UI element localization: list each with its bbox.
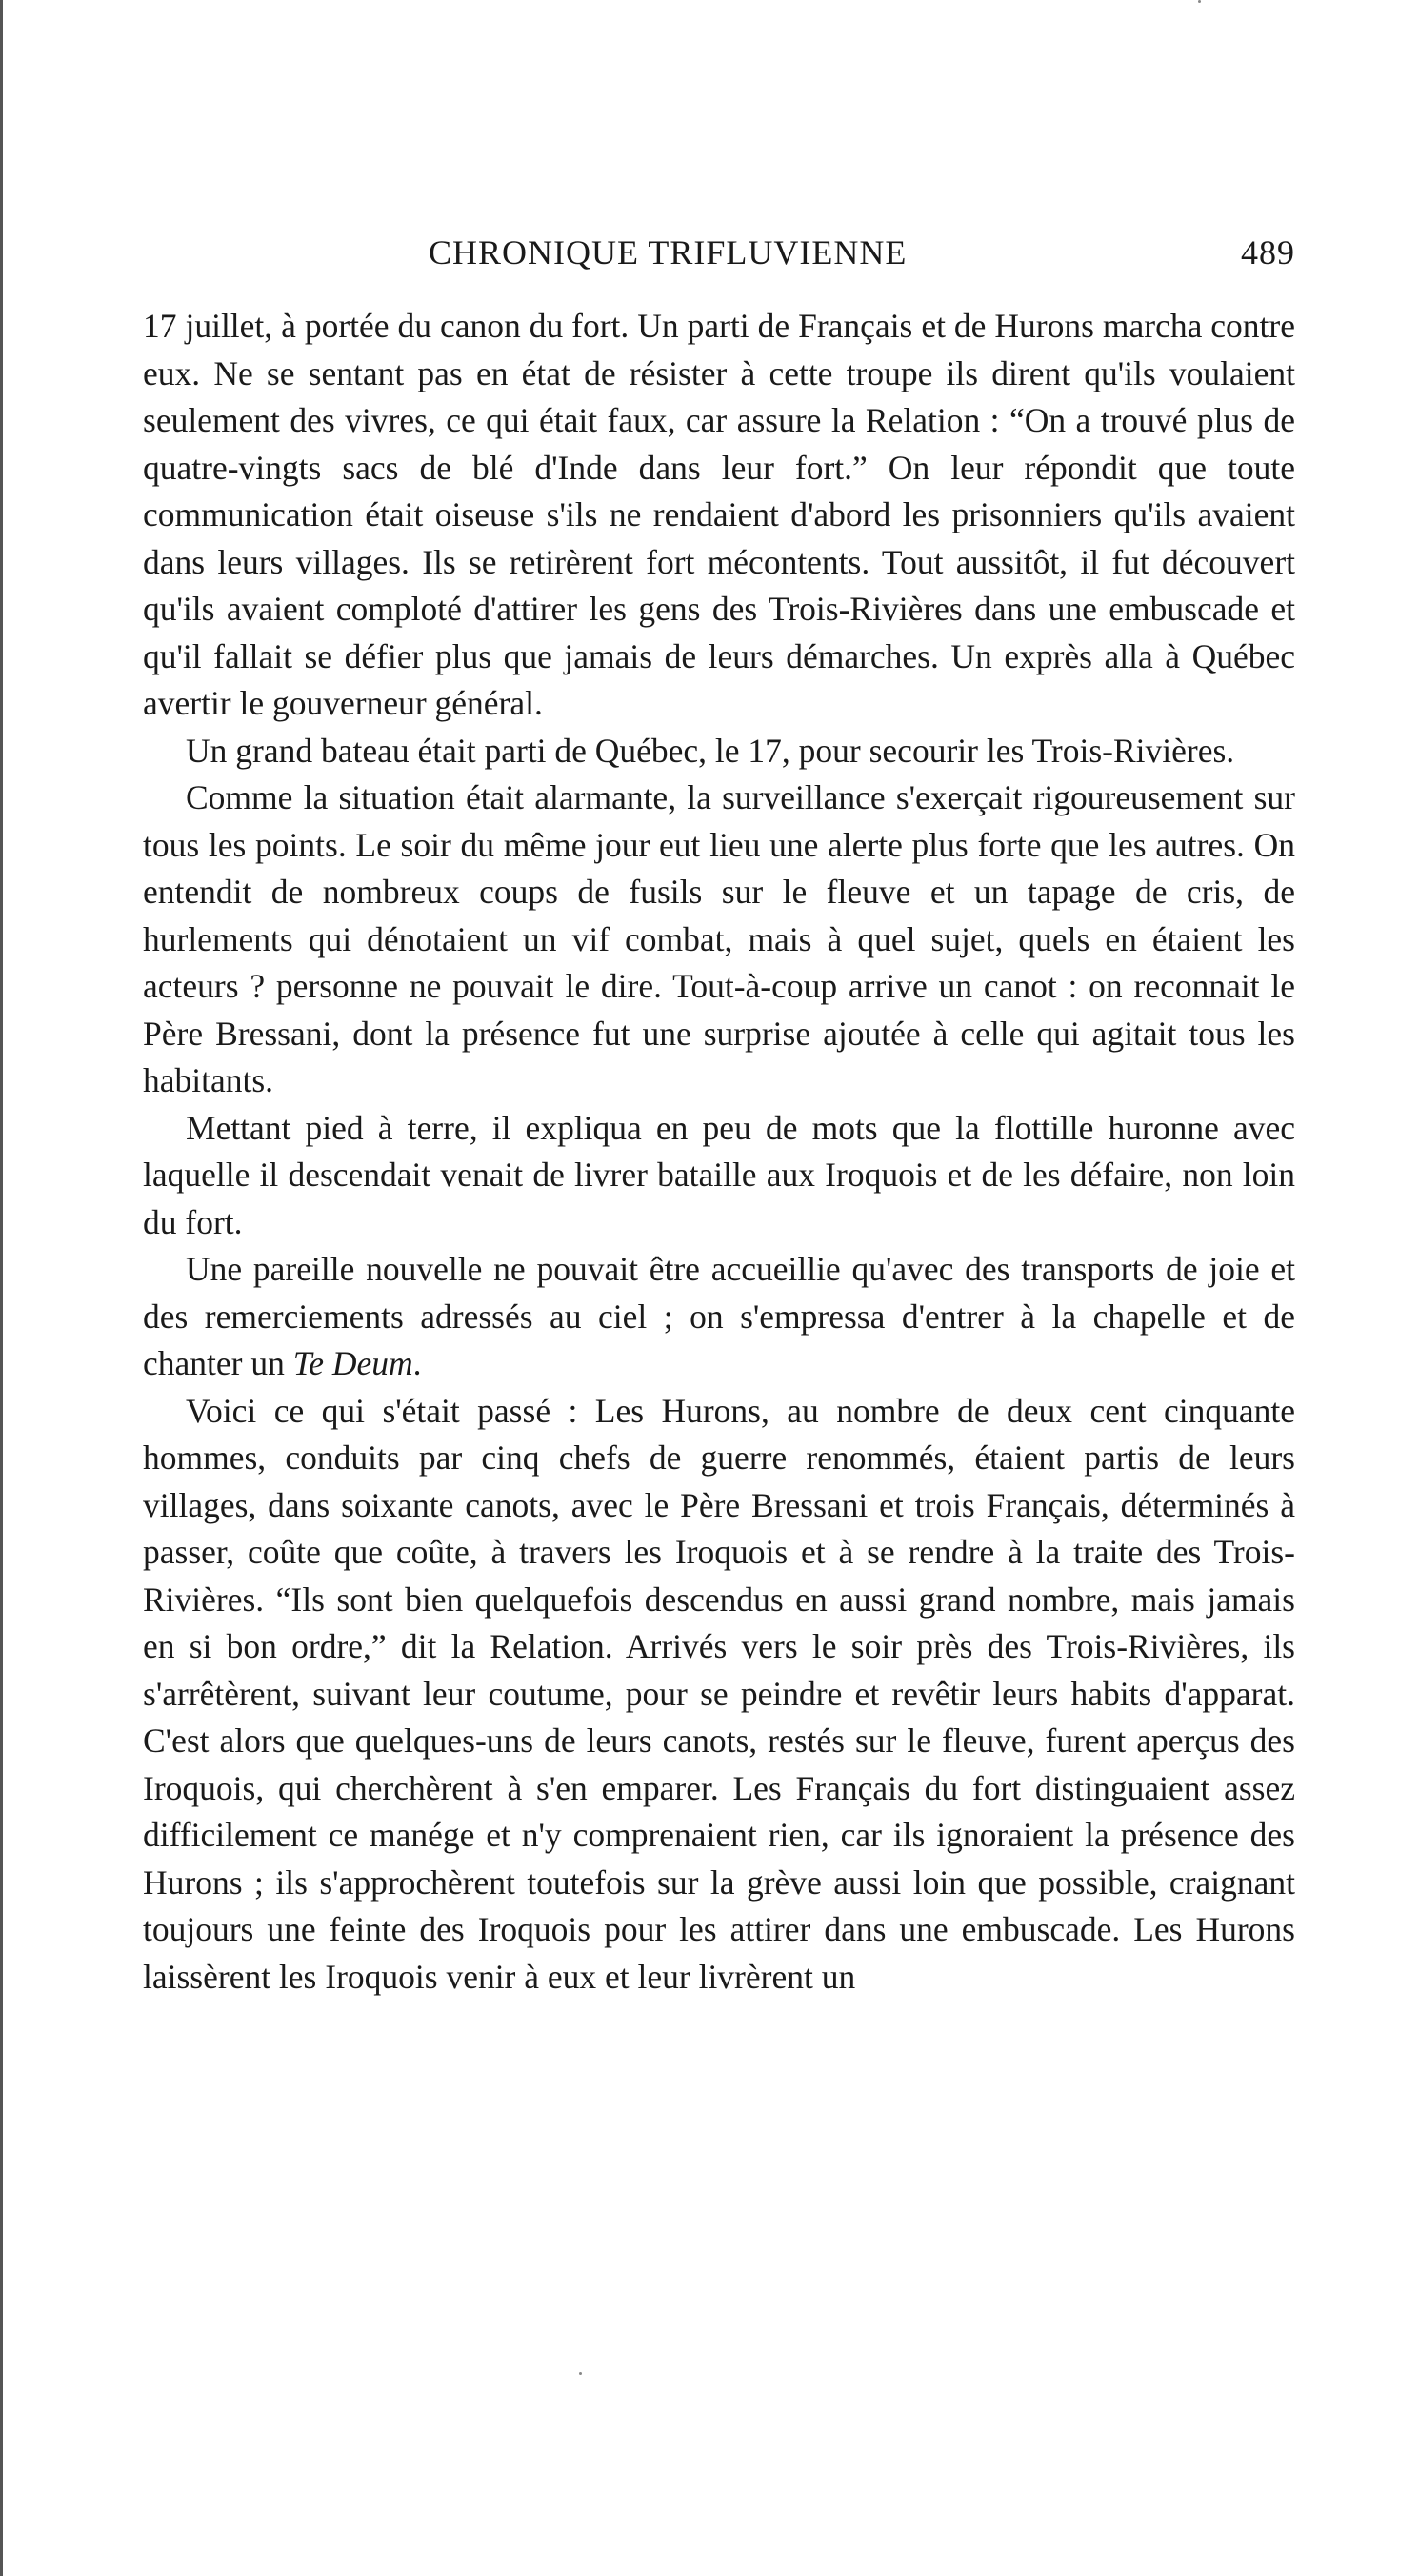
paragraph-3: Comme la situation était alarmante, la surveillance s'exerçait rigoureusement sur tous les points. Le soir du même jour eut lieu une alerte plus forte que les autres. On entendit de nombreux coups de fusils sur le fleuve et un tapage de cris, de hurlements qui dénotaient un vif combat, mais à quel sujet, quels en étaient les acteurs ? personne ne pouvait le dire. Tout-à-coup arrive un canot : on reconnait le Père Bressani, dont la présence fut une surprise ajoutée à celle qui agitait tous les habitants. — [143, 778, 1295, 1099]
paper-speck — [1198, 0, 1201, 3]
body-text — [143, 303, 1295, 2001]
paragraph-1: 17 juillet, à portée du canon du fort. Un parti de Français et de Hurons marcha contre eux. Ne se sentant pas en état de résister à cette troupe ils dirent qu'ils voulaient seulement des vivres, ce qui était faux, car assure la Relation : “On a trouvé plus de quatre-vingts sacs de blé d'Inde dans leur fort.” On leur répondit que toute communication était oiseuse s'ils ne rendaient d'abord les prisonniers qu'ils avaient dans leurs villages. Ils se retirèrent fort mécontents. Tout aussitôt, il fut découvert qu'ils avaient comploté d'attirer les gens des Trois-Rivières dans une embuscade et qu'il fallait se défier plus que jamais de leurs démarches. Un exprès alla à Québec avertir le gouverneur général. — [143, 307, 1295, 722]
paragraph-5-text-after: . — [412, 1344, 422, 1382]
paragraph-2: Un grand bateau était parti de Québec, le 17, pour secourir les Trois-Rivières. — [186, 731, 1235, 770]
te-deum-italic: Te Deum — [292, 1344, 413, 1382]
paragraph-4: Mettant pied à terre, il expliqua en peu de mots que la flottille huronne avec laquelle il descendait venait de livrer bataille aux Iroquois et de les défaire, non loin du fort. — [143, 1108, 1295, 1241]
page-number: 489 — [1241, 233, 1295, 272]
paragraph-6: Voici ce qui s'était passé : Les Hurons, au nombre de deux cent cinquante hommes, conduits par cinq chefs de guerre renommés, étaient partis de leurs villages, dans soixante canots, avec le Père Bressani et trois Français, déterminés à passer, coûte que coûte, à travers les Iroquois et à se rendre à la traite des Trois-Rivières. “Ils sont bien quelquefois descendus en aussi grand nombre, mais jamais en si bon ordre,” dit la Relation. Arrivés vers le soir près des Trois-Rivières, ils s'arrêtèrent, suivant leur coutume, pour se peindre et revêtir leurs habits d'apparat. C'est alors que quelques-uns de leurs canots, restés sur le fleuve, furent aperçus des Iroquois, qui cherchèrent à s'en emparer. Les Français du fort distinguaient assez difficilement ce manége et n'y comprenaient rien, car ils ignoraient la présence des Hurons ; ils s'approchèrent toutefois sur la grève aussi loin que possible, craignant toujours une feinte des Iroquois pour les attirer dans une embuscade. Les Hurons laissèrent les Iroquois venir à eux et leur livrèrent un — [143, 1391, 1295, 1996]
page-edge — [0, 0, 3, 2576]
paper-speck — [579, 2372, 582, 2375]
page-header — [143, 229, 1295, 276]
paragraph-5 — [143, 1246, 1295, 1388]
paragraph-5-text-before: Une pareille nouvelle ne pouvait être accueillie qu'avec des transports de joie et des remerciements adressés au ciel ; on s'empressa d'entrer à la chapelle et de chanter un — [143, 1250, 1295, 1382]
running-head: CHRONIQUE TRIFLUVIENNE — [429, 233, 908, 272]
